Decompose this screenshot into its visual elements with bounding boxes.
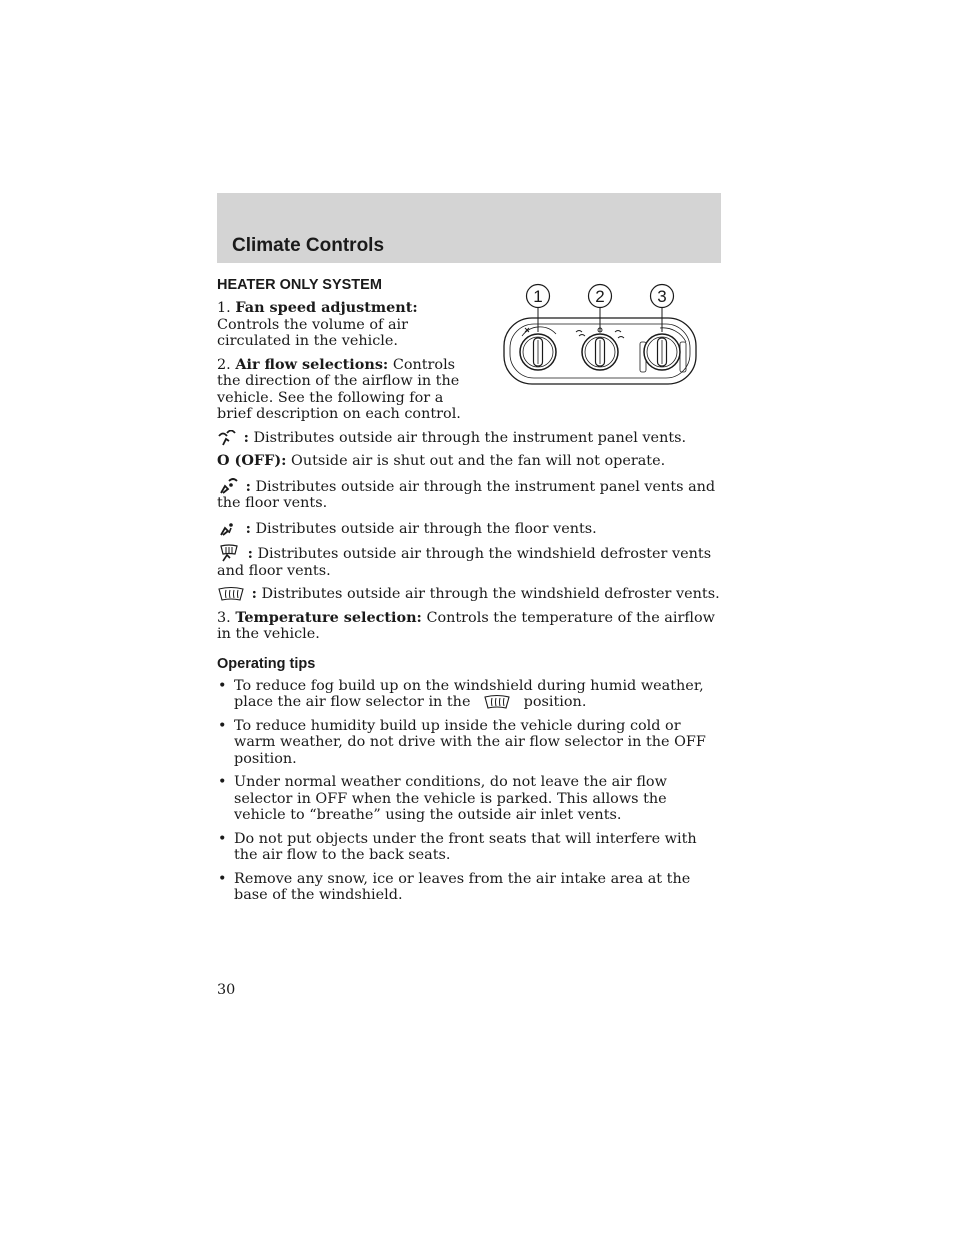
- list-item: • To reduce humidity build up inside the vehicle during cold or warm weather, do not drive with the air flow selector in the OFF position.: [218, 717, 706, 767]
- defrost-icon: [217, 586, 245, 602]
- section-header-band: [217, 193, 721, 263]
- temperature-label: Temperature selection:: [235, 608, 422, 626]
- page-title: Climate Controls: [232, 235, 385, 256]
- list-item: • To reduce fog build up on the windshield during humid weather, place the air flow selector in the position.: [218, 677, 704, 710]
- temperature-paragraph: 3. Temperature selection: Controls the temperature of the airflow in the vehicle.: [217, 608, 715, 642]
- mode-defrost: : Distributes outside air through the windshield defroster vents.: [217, 586, 721, 603]
- mode-panel: : Distributes outside air through the instrument panel vents.: [217, 430, 721, 447]
- svg-text:2: 2: [595, 287, 605, 306]
- floor-vent-icon: [217, 519, 239, 537]
- page-number: 30: [217, 982, 236, 998]
- list-item: • Under normal weather conditions, do not leave the air flow selector in OFF when the vehicle is parked. This allows the vehicle to “breathe” using the outside air inlet vents.: [218, 774, 667, 823]
- panel-floor-vent-icon: [217, 477, 239, 495]
- list-item: • Remove any snow, ice or leaves from the air intake area at the base of the windshield.: [218, 870, 691, 903]
- section-title: HEATER ONLY SYSTEM: [217, 277, 382, 293]
- mode-defrost-floor: : Distributes outside air through the windshield defroster vents and floor vents.: [217, 545, 712, 579]
- mode-off: O (OFF): Outside air is shut out and the fan will not operate.: [217, 452, 666, 469]
- svg-text:3: 3: [657, 287, 667, 306]
- fan-speed-paragraph: 1. Fan speed adjustment: Controls the volume of air circulated in the vehicle.: [217, 299, 418, 349]
- fan-speed-label: Fan speed adjustment:: [235, 299, 418, 316]
- page-content: [217, 276, 721, 911]
- defrost-icon: [483, 694, 511, 710]
- operating-tips-list: [217, 678, 721, 904]
- defrost-floor-icon: [217, 544, 241, 562]
- off-label: O (OFF):: [217, 452, 287, 469]
- svg-text:1: 1: [533, 287, 543, 306]
- list-item: • Do not put objects under the front seats that will interfere with the air flow to the back seats.: [218, 830, 697, 863]
- air-flow-label: Air flow selections:: [235, 355, 389, 373]
- panel-vent-icon: [217, 430, 237, 446]
- air-flow-paragraph: 2. Air flow selections: Controls the direction of the airflow in the vehicle. See the following for a brief description on each control.: [217, 355, 461, 422]
- mode-panel-floor: : Distributes outside air through the instrument panel vents and the floor vents.: [217, 477, 716, 511]
- operating-tips-title: Operating tips: [217, 655, 316, 672]
- mode-floor: : Distributes outside air through the floor vents.: [217, 519, 721, 538]
